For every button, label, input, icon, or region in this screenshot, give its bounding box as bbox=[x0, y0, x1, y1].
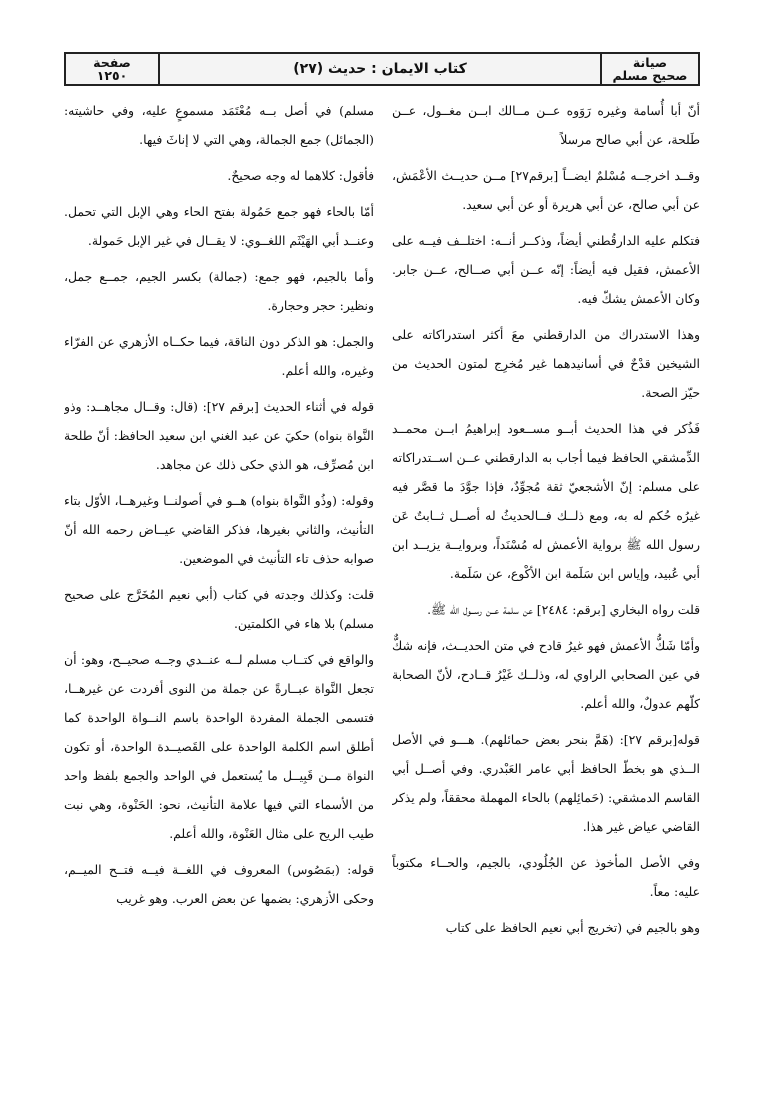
paragraph: والواقع في كتــاب مسلم لــه عنــدي وجــه صحيــح، وهو: أن تجعل النَّواة عبــارةً عن جملة من النوى أفردت عن غيرهــا، فتسمى الجملة المفردة الواحدة باسم النــواة الواحدة كما أطلق اسم الكلمة الواحدة على القَصيــدة الواحدة، أو تكون النواة مــن قَبِيــل ما يُستعمل في الواحد والجمع بلفظ واحد من الأسماء التي فيها علامة التأنيث، نحو: الحَنْوة، وهي نبت طيب الريح على مثال العَنْوة، والله أعلم. bbox=[64, 652, 374, 841]
chapter-title-box bbox=[160, 54, 600, 84]
paragraph: فأقول: كلاهما له وجه صحيحٌ. bbox=[227, 168, 374, 183]
page-number-box bbox=[66, 54, 160, 84]
paragraph: فَذُكر في هذا الحديث أبــو مســعود إبراهيمُ ابــن محمــد الدِّمشقي الحافظ فيما أجاب به الدارقطني عــن اســتدراكاته على مسلم: إنّ الأشجعيّ ثقة مُجوِّدٌ، فإذا جوَّدَ ما قصَّر فيه غيرُه حُكم له به، ومع ذلــك فــالحديثُ له أصــل ثــابتٌ عَن رسول الله ﷺ برواية الأعمش له مُسْنَداً، وبروايــة يزيــد ابن أبي عُبيد، وإياس ابن سَلَمة ابن الأكْوع، عن سَلَمة. bbox=[392, 421, 700, 581]
paragraph: وفي الأصل المأخوذ عن الجُلُودي، بالجيم، والحــاء مكتوباً عليه: معاً. bbox=[392, 855, 700, 899]
paragraph: قوله: (بمَصُوس) المعروف في اللغــة فيــه فتــح الميــم، وحكى الأزهري: بضمها عن بعض العرب. وهو غريب bbox=[64, 862, 374, 906]
book-title-line1: صيانة bbox=[632, 55, 668, 70]
chapter-title: كتاب الايمان : حديث (٢٧) bbox=[293, 60, 467, 77]
paragraph: قلت: وكذلك وجدته في كتاب (أبي نعيم المُخَرَّج على صحيح مسلم) بلا هاء في الكلمتين. bbox=[64, 587, 374, 631]
paragraph: قلت رواه البخاري [برقم: ٢٤٨٤] عن سلمة عــن رســول الله ﷺ. bbox=[427, 602, 700, 617]
left-text-column bbox=[64, 96, 374, 1076]
page-number: ١٢٥٠ bbox=[96, 68, 128, 83]
paragraph: وهو بالجيم في (تخريج أبي نعيم الحافظ على كتاب bbox=[445, 920, 700, 935]
paragraph: وأما بالجيم، فهو جمع: (جمالة) بكسر الجيم، جمــع جمل، ونظير: حجر وحجارة. bbox=[64, 269, 374, 313]
book-title-line2: صحيح مسلم bbox=[612, 68, 688, 83]
paragraph: قوله[برقم ٢٧]: (هَمَّ بنحر بعض حمائلهم). هـــو في الأصل الــذي هو بخطّ الحافظ أبي عامر العَبْدري. وفي أصــل أبي القاسم الدمشقي: (حَمائِلهم) بالحاء المهملة محققاً، ولم يذكر القاضي عياض غير هذا. bbox=[392, 732, 700, 834]
paragraph: وقــد اخرجــه مُسْلمٌ ايضــاً [برقم٢٧] مــن حديــث الأعْمَش، عن أبي صالح، عن أبي هريرة أو عن أبي سعيد. bbox=[392, 168, 700, 212]
paragraph: أمّا بالحاء فهو جمع حَمُولة بفتح الحاء وهي الإبل التي تحمل. وعنــد أبي الهَيْثَم اللغــوي: لا يقــال في غير الإبل حَمولة. bbox=[64, 204, 374, 248]
paragraph: والجمل: هو الذكر دون الناقة، فيما حكــاه الأزهري عن الفرّاء وغيره، والله أعلم. bbox=[64, 334, 374, 378]
paragraph: مسلم) في أصل بــه مُعْتَمَد مسموعٍ عليه، وفي حاشيته: (الجمائل) جمع الجمالة، وهي التي لا إناثَ فيها. bbox=[64, 103, 374, 147]
book-title-box bbox=[600, 54, 698, 84]
page-header bbox=[64, 52, 700, 86]
right-text-column bbox=[392, 96, 700, 1076]
paragraph: وقوله: (وذُو النَّواة بنواه) هــو في أصولنــا وغيرهــا، الأوّل بتاء التأنيث، والثاني بغيرها، فذكر القاضي عيــاض رحمه الله أنّ صوابه حذف تاء التأنيث في الموضعين. bbox=[64, 493, 374, 566]
paragraph: قوله في أثناء الحديث [برقم ٢٧]: (قال: وقــال مجاهــد: وذو النَّواة بنواه) حكيَ عن عبد الغني ابن سعيد الحافظ: أنّ طلحة ابن مُصرِّف، هو الذي حكى ذلك عن مجاهد. bbox=[64, 399, 374, 472]
page-label: صفحة bbox=[93, 55, 131, 70]
paragraph: وأمّا شَكُّ الأعمش فهو غيرُ قادح في متن الحديــث، فإنه شكٌّ في عين الصحابي الراوي له، وذلــك غَيْرُ قــادح، لأنّ الصحابة كلّهم عدولٌ، والله أعلم. bbox=[392, 638, 700, 711]
paragraph: فتكلم عليه الدارقُطني أيضاً، وذكــر أنــه: اختلــف فيــه على الأعمش، فقيل فيه أيضاً: إنّه عــن أبي صــالح، عــن جابر. وكان الأعمش يشكّ فيه. bbox=[392, 233, 700, 306]
paragraph: وهذا الاستدراك من الدارقطني معَ أكثر استدراكاته على الشيخين قدْحٌ في أسانيدهما غير مُخرِج لمتون الحديث من حيّز الصحة. bbox=[392, 327, 700, 400]
paragraph: أنّ أبا أُسامة وغيره رَوَوه عــن مــالك ابــن مغــول، عــن طَلحة، عن أبي صالح مرسلاً bbox=[392, 103, 700, 147]
